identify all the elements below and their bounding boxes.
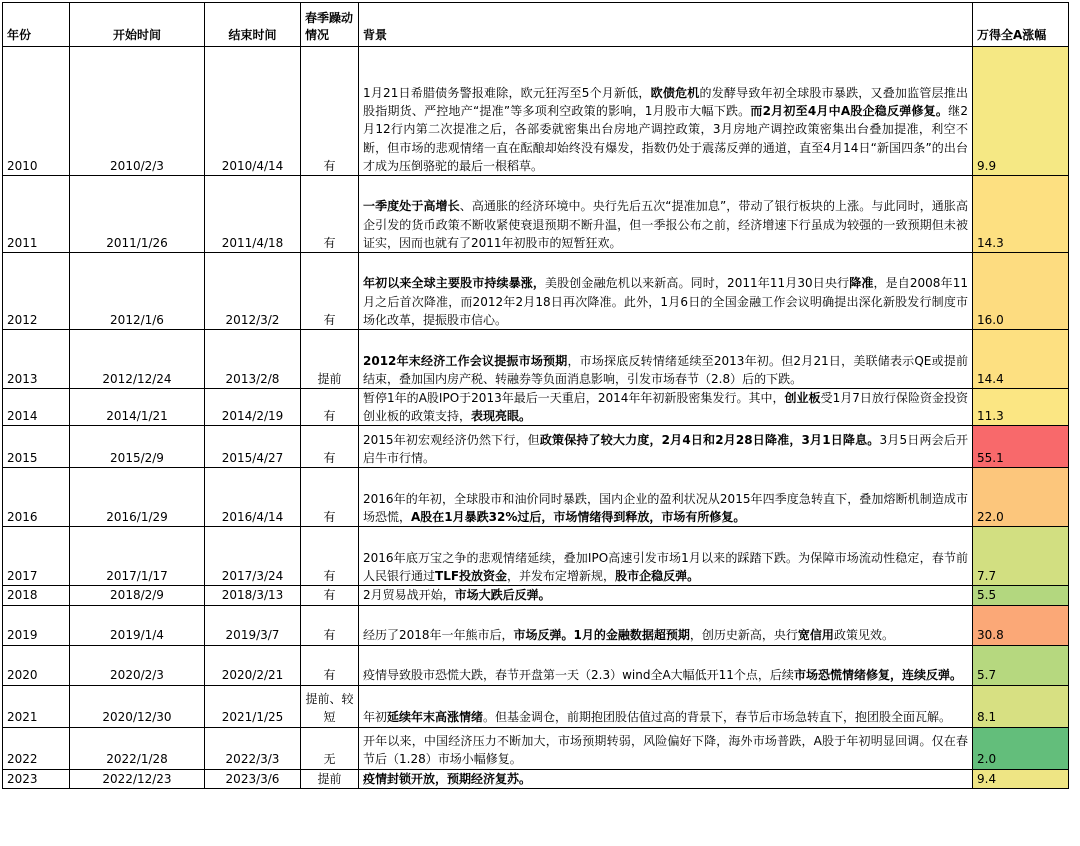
year-cell: 2021 xyxy=(3,685,70,727)
background-text-bold: 股市企稳反弹。 xyxy=(615,569,700,584)
background-cell xyxy=(359,330,973,389)
gain-cell: 16.0 xyxy=(973,253,1069,330)
start-date-cell: 2012/12/24 xyxy=(70,330,205,389)
gain-cell: 30.8 xyxy=(973,605,1069,645)
table-row xyxy=(3,769,1069,788)
spring-fest-cell: 有 xyxy=(301,468,359,527)
background-text: 、高通胀的经济环境中。央行先后五次“提准加息”，带动了银行板块的上涨。与此同时，通胀高企引发的货币政策不断收紧使衰退预期不断升温，但一季报公布之前，经济增速下行虽成为较强的一致预期但未被证实，因而也就有了2011年初股市的短暂狂欢。 xyxy=(363,199,968,250)
spring-fest-cell: 提前、较短 xyxy=(301,685,359,727)
table-row xyxy=(3,727,1069,769)
start-date-cell: 2015/2/9 xyxy=(70,426,205,468)
year-cell: 2023 xyxy=(3,769,70,788)
spring-fest-cell: 有 xyxy=(301,645,359,685)
spring-fest-cell: 有 xyxy=(301,389,359,426)
background-text: 政策见效。 xyxy=(833,628,894,643)
gain-cell: 14.3 xyxy=(973,176,1069,253)
background-text-bold: 市场恐慌情绪修复，连续反弹。 xyxy=(793,668,962,683)
background-cell xyxy=(359,389,973,426)
end-date-cell: 2020/2/21 xyxy=(205,645,301,685)
start-date-cell: 2014/1/21 xyxy=(70,389,205,426)
year-cell: 2014 xyxy=(3,389,70,426)
end-date-cell: 2022/3/3 xyxy=(205,727,301,769)
table-row xyxy=(3,426,1069,468)
gain-cell: 2.0 xyxy=(973,727,1069,769)
background-text-bold: 降准 xyxy=(849,276,874,291)
end-date-cell: 2011/4/18 xyxy=(205,176,301,253)
background-cell xyxy=(359,527,973,586)
table-row xyxy=(3,645,1069,685)
background-cell xyxy=(359,47,973,176)
end-date-cell: 2013/2/8 xyxy=(205,330,301,389)
end-date-cell: 2015/4/27 xyxy=(205,426,301,468)
gain-cell: 9.4 xyxy=(973,769,1069,788)
table-row xyxy=(3,47,1069,176)
background-cell xyxy=(359,468,973,527)
spring-fest-cell: 有 xyxy=(301,253,359,330)
header-background: 背景 xyxy=(359,3,973,47)
background-text: 2015年初宏观经济仍然下行，但 xyxy=(363,433,540,447)
spring-fest-cell: 有 xyxy=(301,605,359,645)
spring-fest-cell: 提前 xyxy=(301,330,359,389)
table-row xyxy=(3,468,1069,527)
year-cell: 2022 xyxy=(3,727,70,769)
background-text: ，市场探底反转情绪延续至2013年初。但2月21日，美联储表示QE或提前结束，叠加国内房产税、转融券等负面消息影响，引发市场春节（2.8）后的下跌。 xyxy=(363,353,968,386)
year-cell: 2016 xyxy=(3,468,70,527)
gain-cell: 5.5 xyxy=(973,586,1069,605)
end-date-cell: 2018/3/13 xyxy=(205,586,301,605)
year-cell: 2020 xyxy=(3,645,70,685)
gain-cell: 5.7 xyxy=(973,645,1069,685)
background-text-bold: 疫情封锁开放，预期经济复苏。 xyxy=(363,771,532,786)
background-cell xyxy=(359,253,973,330)
start-date-cell: 2017/1/17 xyxy=(70,527,205,586)
year-cell: 2018 xyxy=(3,586,70,605)
end-date-cell: 2016/4/14 xyxy=(205,468,301,527)
background-cell xyxy=(359,176,973,253)
gain-cell: 7.7 xyxy=(973,527,1069,586)
gain-cell: 11.3 xyxy=(973,389,1069,426)
background-text: 1月21日希腊债务警报难除，欧元狂泻至5个月新低， xyxy=(363,85,651,100)
background-cell xyxy=(359,645,973,685)
background-text: ，是自2008年11月之后首次降准，而2012年2月18日再次降准。此外，1月6日的全国金融工作会议明确提出深化新股发行制度市场化改革，提振股市信心。 xyxy=(363,276,968,327)
header-spring-fest: 春季躁动情况 xyxy=(301,3,359,47)
end-date-cell: 2012/3/2 xyxy=(205,253,301,330)
background-text: 受1月7日放行保险资金投资创业板的政策支持， xyxy=(363,391,968,424)
background-text-bold: 而2月初至4月中A股企稳反弹修复。 xyxy=(750,104,949,119)
background-text: 。但基金调仓，前期抱团股估值过高的背景下，春节后市场急转直下，抱团股全面瓦解。 xyxy=(483,710,952,725)
spring-fest-cell: 有 xyxy=(301,527,359,586)
start-date-cell: 2020/12/30 xyxy=(70,685,205,727)
background-text-bold: 2012年末经济工作会议提振市场预期 xyxy=(363,353,568,368)
background-text: 经历了2018年一年熊市后， xyxy=(363,628,514,643)
background-text-bold: 表现亮眼。 xyxy=(471,409,532,424)
start-date-cell: 2022/1/28 xyxy=(70,727,205,769)
table-row xyxy=(3,389,1069,426)
gain-cell: 55.1 xyxy=(973,426,1069,468)
end-date-cell: 2014/2/19 xyxy=(205,389,301,426)
background-text: 暂停1年的A股IPO于2013年最后一天重启，2014年年初新股密集发行。其中， xyxy=(363,391,785,405)
background-cell xyxy=(359,605,973,645)
table-row xyxy=(3,527,1069,586)
background-text-bold: 一季度处于高增长 xyxy=(363,199,460,214)
background-text: 的发酵导致年初全球股市暴跌，又叠加监管层推出股指期货、严控地产“提准”等多项利空政策的影响，1月股市大幅下跌。 xyxy=(363,85,968,119)
background-text-bold: TLF投放资金 xyxy=(435,569,508,584)
background-cell xyxy=(359,727,973,769)
background-cell xyxy=(359,685,973,727)
year-cell: 2011 xyxy=(3,176,70,253)
spring-fest-cell: 有 xyxy=(301,176,359,253)
background-text-bold: 年初以来全球主要股市持续暴涨， xyxy=(363,276,546,291)
table-row xyxy=(3,605,1069,645)
year-cell: 2013 xyxy=(3,330,70,389)
header-start-date: 开始时间 xyxy=(70,3,205,47)
start-date-cell: 2016/1/29 xyxy=(70,468,205,527)
background-text-bold: 宽信用 xyxy=(797,628,834,643)
background-text-bold: 欧债危机 xyxy=(650,85,700,100)
background-text: 继2月12行内第二次提准之后，各部委就密集出台房地产调控政策，3月房地产调控政策密集出台叠加提准，利空不断，但市场的悲观情绪一直在酝酿却始终没有爆发，指数仍处于震荡反弹的通道，直至4月14日“新国四条”的出台才成为压倒骆驼的最后一根稻草。 xyxy=(363,104,968,173)
start-date-cell: 2019/1/4 xyxy=(70,605,205,645)
background-text-bold: 创业板 xyxy=(784,391,821,405)
start-date-cell: 2022/12/23 xyxy=(70,769,205,788)
background-text: 2016年的年初，全球股市和油价同时暴跌，国内企业的盈利状况从2015年四季度急转直下，叠加熔断机制造成市场恐慌， xyxy=(363,492,968,525)
background-text: 开年以来，中国经济压力不断加大，市场预期转弱，风险偏好下降，海外市场普跌，A股于年初明显回调。仅在春节后（1.28）市场小幅修复。 xyxy=(363,734,968,767)
spring-rally-table xyxy=(2,2,1069,789)
spring-fest-cell: 有 xyxy=(301,47,359,176)
background-text-bold: 延续年末高涨情绪 xyxy=(387,710,484,725)
background-text: 美股创金融危机以来新高。同时，2011年11月30日央行 xyxy=(545,276,850,291)
table-row xyxy=(3,330,1069,389)
background-cell xyxy=(359,769,973,788)
start-date-cell: 2010/2/3 xyxy=(70,47,205,176)
gain-cell: 9.9 xyxy=(973,47,1069,176)
spring-fest-cell: 有 xyxy=(301,586,359,605)
background-text-bold: 政策保持了较大力度，2月4日和2月28日降准，3月1日降息。 xyxy=(539,433,880,447)
year-cell: 2015 xyxy=(3,426,70,468)
header-year: 年份 xyxy=(3,3,70,47)
start-date-cell: 2012/1/6 xyxy=(70,253,205,330)
background-text: 年初 xyxy=(363,710,388,725)
year-cell: 2017 xyxy=(3,527,70,586)
background-text-bold: 市场反弹。1月的金融数据超预期 xyxy=(513,628,690,643)
end-date-cell: 2023/3/6 xyxy=(205,769,301,788)
background-text: 2016年底万宝之争的悲观情绪延续，叠加IPO高速引发市场1月以来的踩踏下跌。为保障市场流动性稳定，春节前人民银行通过 xyxy=(363,551,968,584)
year-cell: 2019 xyxy=(3,605,70,645)
gain-cell: 14.4 xyxy=(973,330,1069,389)
background-text: 疫情导致股市恐慌大跌，春节开盘第一天（2.3）wind全A大幅低开11个点，后续 xyxy=(363,668,794,683)
end-date-cell: 2021/1/25 xyxy=(205,685,301,727)
background-cell xyxy=(359,426,973,468)
header-gain: 万得全A涨幅 xyxy=(973,3,1069,47)
start-date-cell: 2020/2/3 xyxy=(70,645,205,685)
spring-fest-cell: 有 xyxy=(301,426,359,468)
table-row xyxy=(3,253,1069,330)
spring-fest-cell: 提前 xyxy=(301,769,359,788)
background-text-bold: A股在1月暴跌32%过后，市场情绪得到释放，市场有所修复。 xyxy=(411,510,746,525)
background-text: 2月贸易战开始， xyxy=(363,588,455,603)
table-body xyxy=(3,47,1069,789)
spring-fest-cell: 无 xyxy=(301,727,359,769)
background-cell xyxy=(359,586,973,605)
gain-cell: 8.1 xyxy=(973,685,1069,727)
year-cell: 2012 xyxy=(3,253,70,330)
table-row xyxy=(3,685,1069,727)
end-date-cell: 2017/3/24 xyxy=(205,527,301,586)
end-date-cell: 2010/4/14 xyxy=(205,47,301,176)
background-text: ，并发布定增新规， xyxy=(507,569,616,584)
background-text: 3月5日两会后开启牛市行情。 xyxy=(363,433,969,466)
start-date-cell: 2011/1/26 xyxy=(70,176,205,253)
gain-cell: 22.0 xyxy=(973,468,1069,527)
header-end-date: 结束时间 xyxy=(205,3,301,47)
end-date-cell: 2019/3/7 xyxy=(205,605,301,645)
background-text: ，创历史新高，央行 xyxy=(689,628,798,643)
table-row xyxy=(3,176,1069,253)
year-cell: 2010 xyxy=(3,47,70,176)
start-date-cell: 2018/2/9 xyxy=(70,586,205,605)
background-text-bold: 市场大跌后反弹。 xyxy=(454,588,551,603)
header-row xyxy=(3,3,1069,47)
table-row xyxy=(3,586,1069,605)
